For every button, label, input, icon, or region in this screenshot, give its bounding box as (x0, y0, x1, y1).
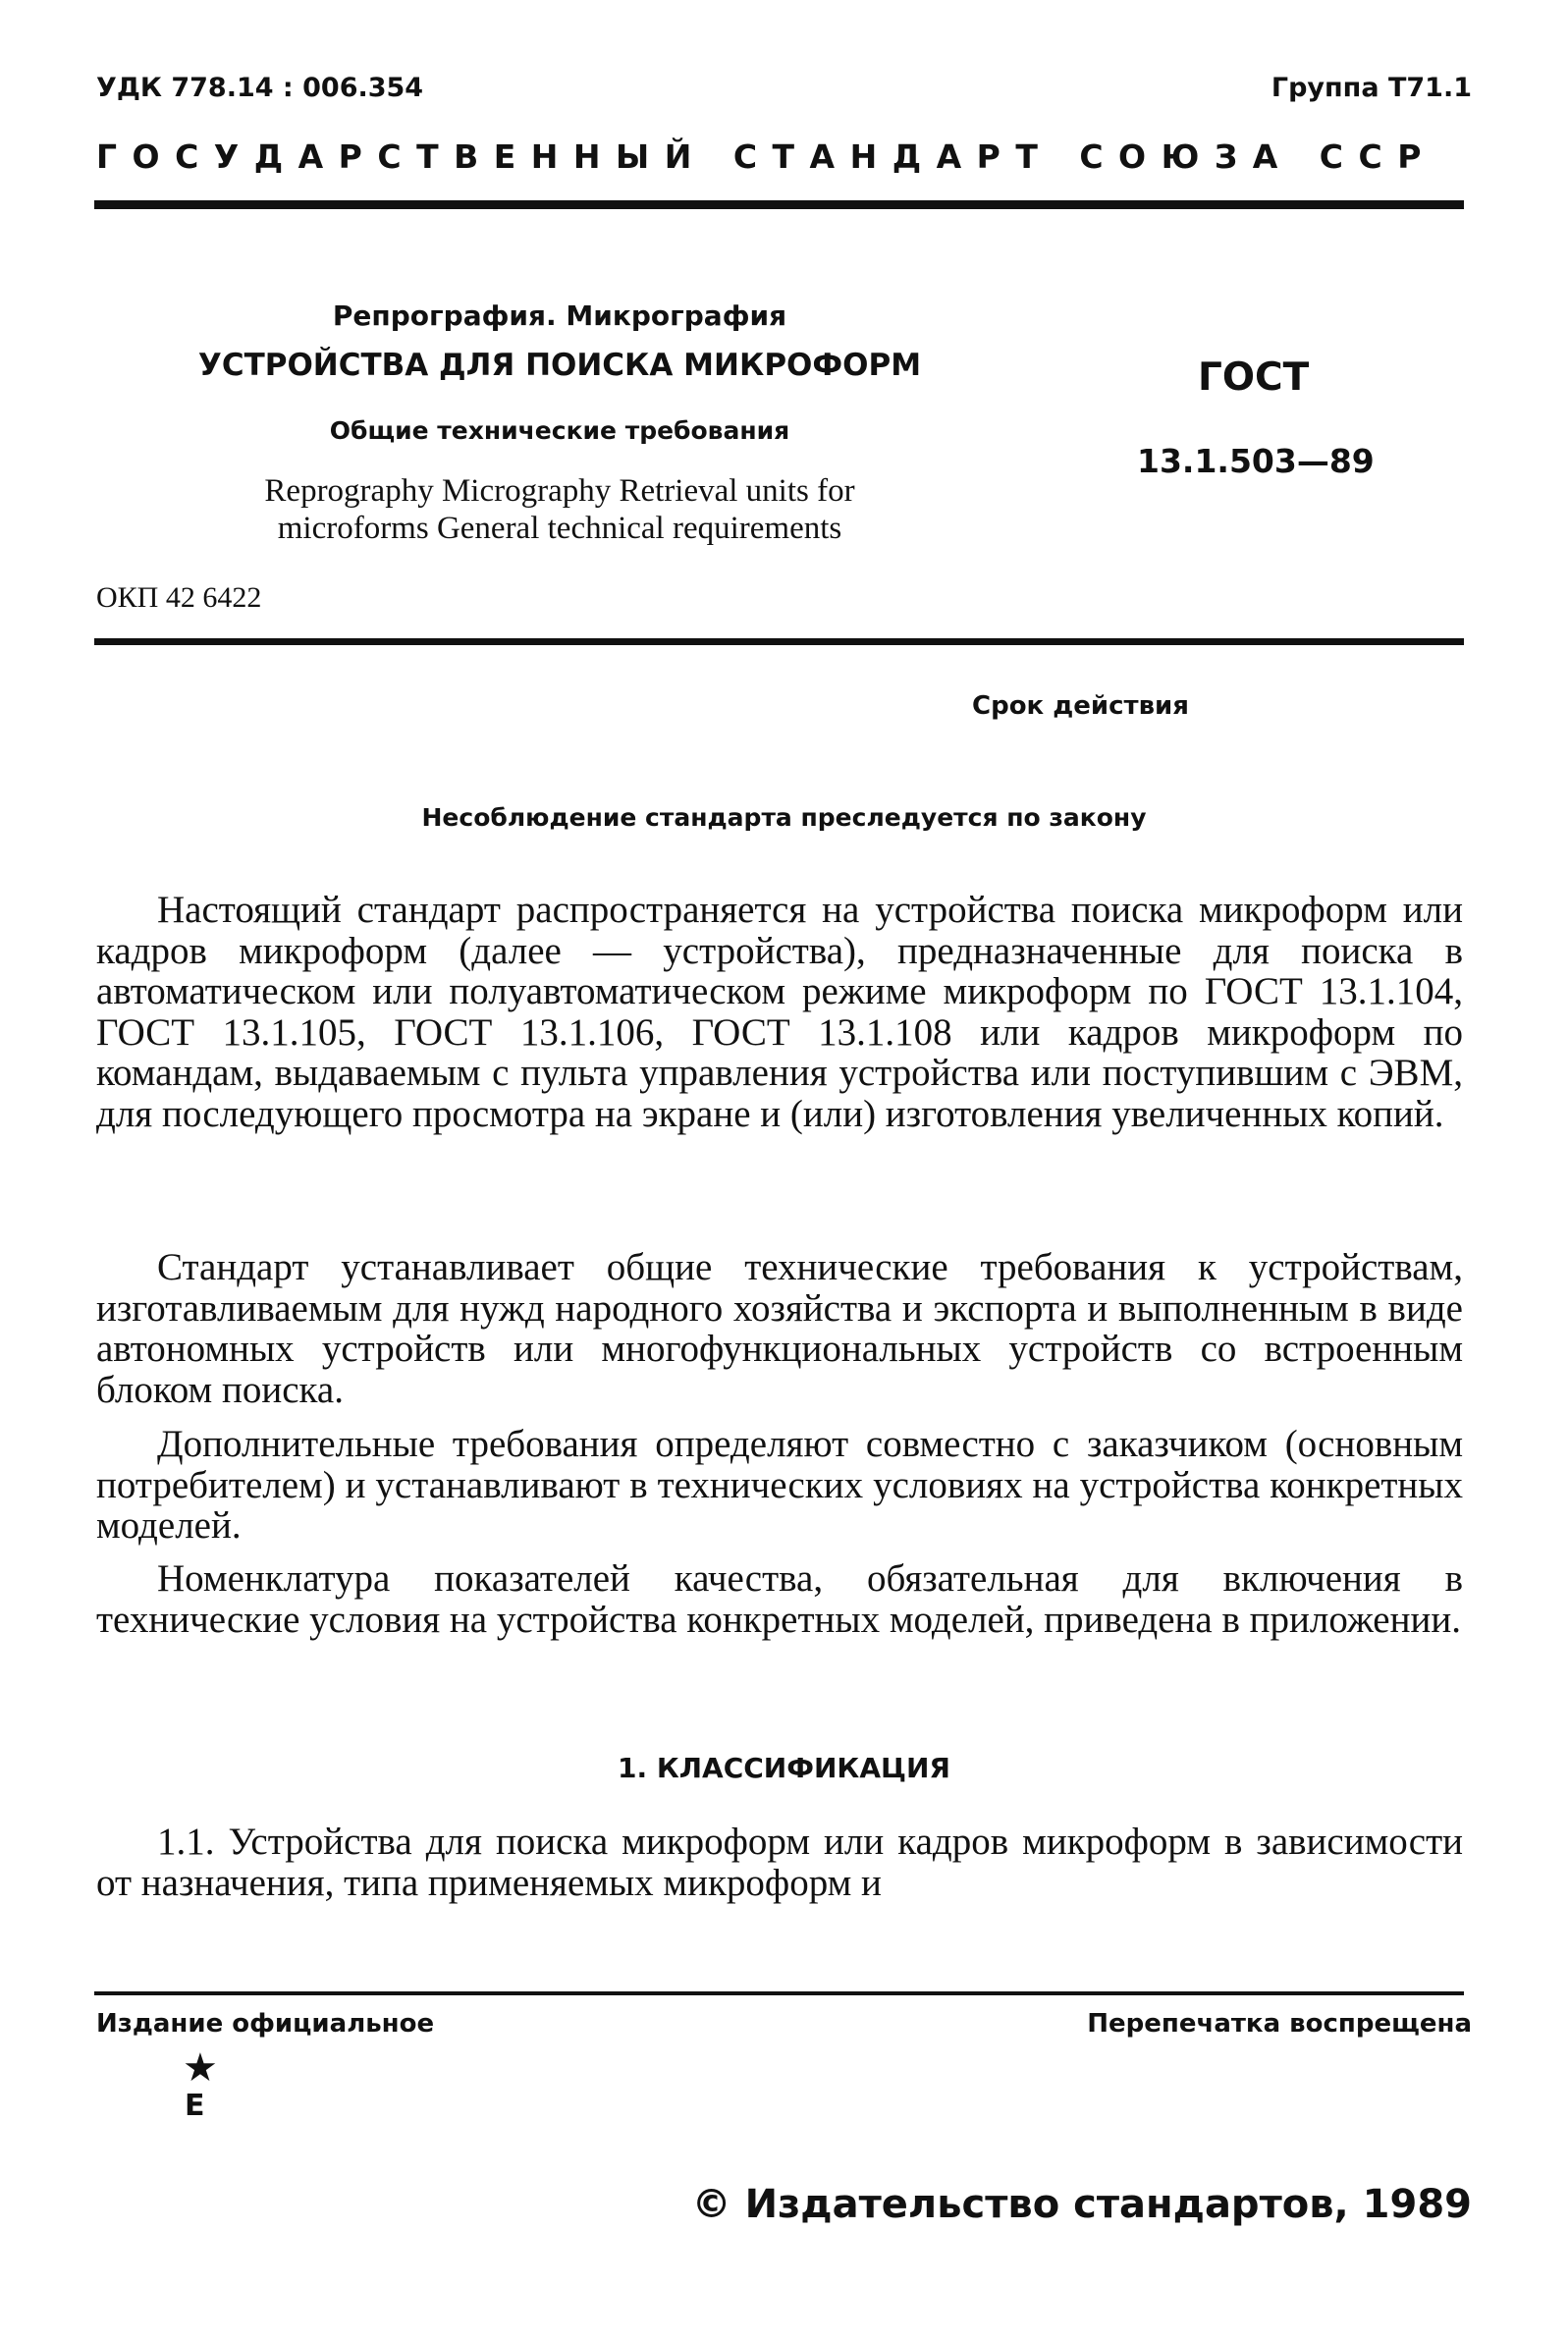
star-icon: ★ (183, 2045, 218, 2091)
document-category: Репрография. Микрография (332, 299, 787, 332)
e-mark: Е (185, 2089, 205, 2123)
english-title-line1: Reprography Micrography Retrieval units for (264, 473, 855, 509)
gost-label: ГОСТ (1198, 355, 1310, 400)
gost-number: 13.1.503—89 (1137, 442, 1375, 480)
footer-rule (94, 1991, 1464, 1995)
publisher-copyright: © Издательство стандартов, 1989 (691, 2182, 1472, 2227)
body-paragraph-3: Дополнительные требования определяют совместно с заказчиком (основным потребителем) и устанавливают в технических условиях на устройства конкретных моделей. (96, 1423, 1463, 1547)
okp-code: ОКП 42 6422 (96, 581, 262, 614)
document-subtitle: Общие технические требования (329, 416, 790, 445)
body-paragraph-1: Настоящий стандарт распространяется на устройства поиска микроформ или кадров микроформ (далее — устройства), предназначенные для поиска в автоматическом или полуавтоматическом режиме микроформ по ГОСТ 13.1.104, ГОСТ 13.1.105, ГОСТ 13.1.106, ГОСТ 13.1.108 или кадров микроформ по командам, выдаваемым с пульта управления устройства или поступившим с ЭВМ, для последующего просмотра на экране и (или) изготовления увеличенных копий. (96, 889, 1463, 1135)
section-item-1-1: 1.1. Устройства для поиска микроформ или кадров микроформ в зависимости от назначения, типа применяемых микроформ и (96, 1821, 1463, 1904)
body-paragraph-4: Номенклатура показателей качества, обязательная для включения в технические условия на устройства конкретных моделей, приведена в приложении. (96, 1557, 1463, 1641)
group-code: Группа Т71.1 (1271, 73, 1472, 103)
validity-label: Срок действия (972, 691, 1189, 721)
header-rule (94, 200, 1464, 209)
body-paragraph-2: Стандарт устанавливает общие технические требования к устройствам, изготавливаемым для нужд народного хозяйства и экспорта и выполненным в виде автономных устройств или многофункциональных устройств со встроенным блоком поиска. (96, 1246, 1463, 1411)
udk-code: УДК 778.14 : 006.354 (96, 73, 424, 103)
english-title-line2: microforms General technical requirements (277, 511, 842, 546)
legal-warning: Несоблюдение стандарта преследуется по закону (421, 803, 1147, 832)
state-standard-banner: ГОСУДАРСТВЕННЫЙ СТАНДАРТ СОЮЗА ССР (96, 137, 1436, 176)
section-heading: 1. КЛАССИФИКАЦИЯ (618, 1752, 950, 1784)
reprint-notice: Перепечатка воспрещена (1087, 2009, 1472, 2039)
document-title: УСТРОЙСТВА ДЛЯ ПОИСКА МИКРОФОРМ (197, 348, 922, 383)
edition-label: Издание официальное (96, 2009, 435, 2039)
title-block-rule (94, 638, 1464, 645)
